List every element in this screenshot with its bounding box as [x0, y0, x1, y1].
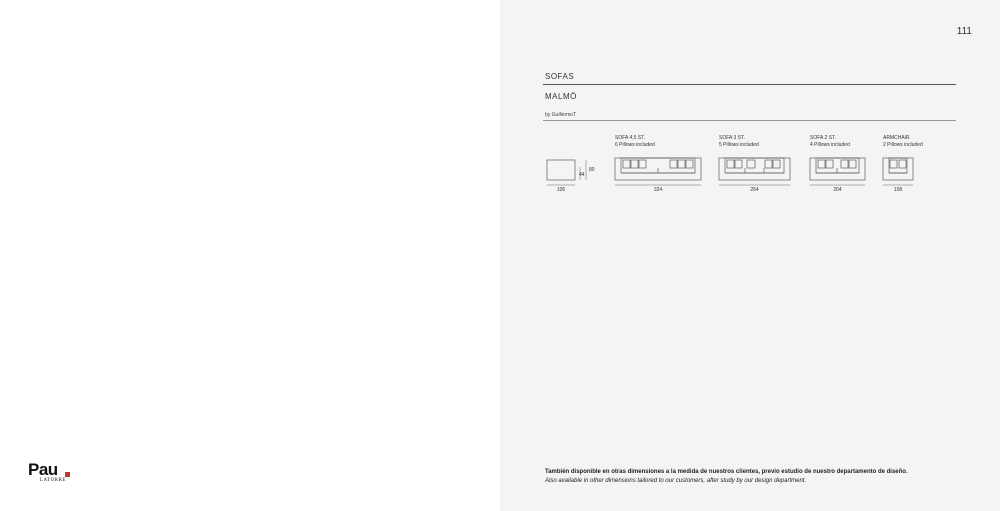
- sofa-2-drawing: [810, 158, 865, 185]
- brand-logo: [28, 460, 88, 488]
- variant-name: SOFA 4,5 ST.: [615, 135, 646, 141]
- variant-name: SOFA 2 ST.: [810, 135, 836, 141]
- variant-pillows: 4 Pillows included: [810, 141, 850, 148]
- profile-total-height: 80: [589, 167, 595, 173]
- technical-drawings: [500, 0, 1000, 511]
- sofa-4-5-drawing: [615, 158, 701, 185]
- availability-note-es: También disponible en otras dimensiones a la medida de nuestros clientes, previo estudio de nuestro departamento de diseño.: [545, 469, 908, 475]
- brand-logo-mark: [65, 472, 70, 477]
- variant-pillows: 5 Pillows included: [719, 141, 759, 148]
- availability-note-en: Also available in other dimensions tailored to our customers, after study by our design department.: [545, 478, 807, 484]
- designer-credit: by GuillermoT: [545, 112, 577, 118]
- armchair-drawing: [883, 158, 913, 185]
- variant-pillows: 6 Pillows included: [615, 141, 655, 148]
- brand-logo-name: Pau: [28, 460, 58, 479]
- profile-depth: 106: [556, 187, 566, 193]
- width-sofa-2: 204: [833, 187, 842, 193]
- width-armchair: 108: [893, 187, 903, 193]
- profile-seat-height: 44: [579, 172, 585, 178]
- sofa-3-drawing: [719, 158, 790, 185]
- page-number: 111: [956, 26, 972, 37]
- variant-name: SOFA 3 ST.: [719, 135, 745, 141]
- brand-logo-sub: LATORRE: [40, 478, 66, 483]
- section-title: SOFAS: [545, 72, 575, 81]
- variant-pillows: 2 Pillows included: [883, 141, 923, 148]
- width-sofa-4-5: 324: [653, 187, 663, 193]
- availability-note: [545, 468, 965, 486]
- width-sofa-3: 264: [750, 187, 759, 193]
- product-name: MALMÖ: [545, 92, 577, 101]
- right-page: [500, 0, 1000, 511]
- variant-name: ARMCHAIR: [883, 135, 910, 141]
